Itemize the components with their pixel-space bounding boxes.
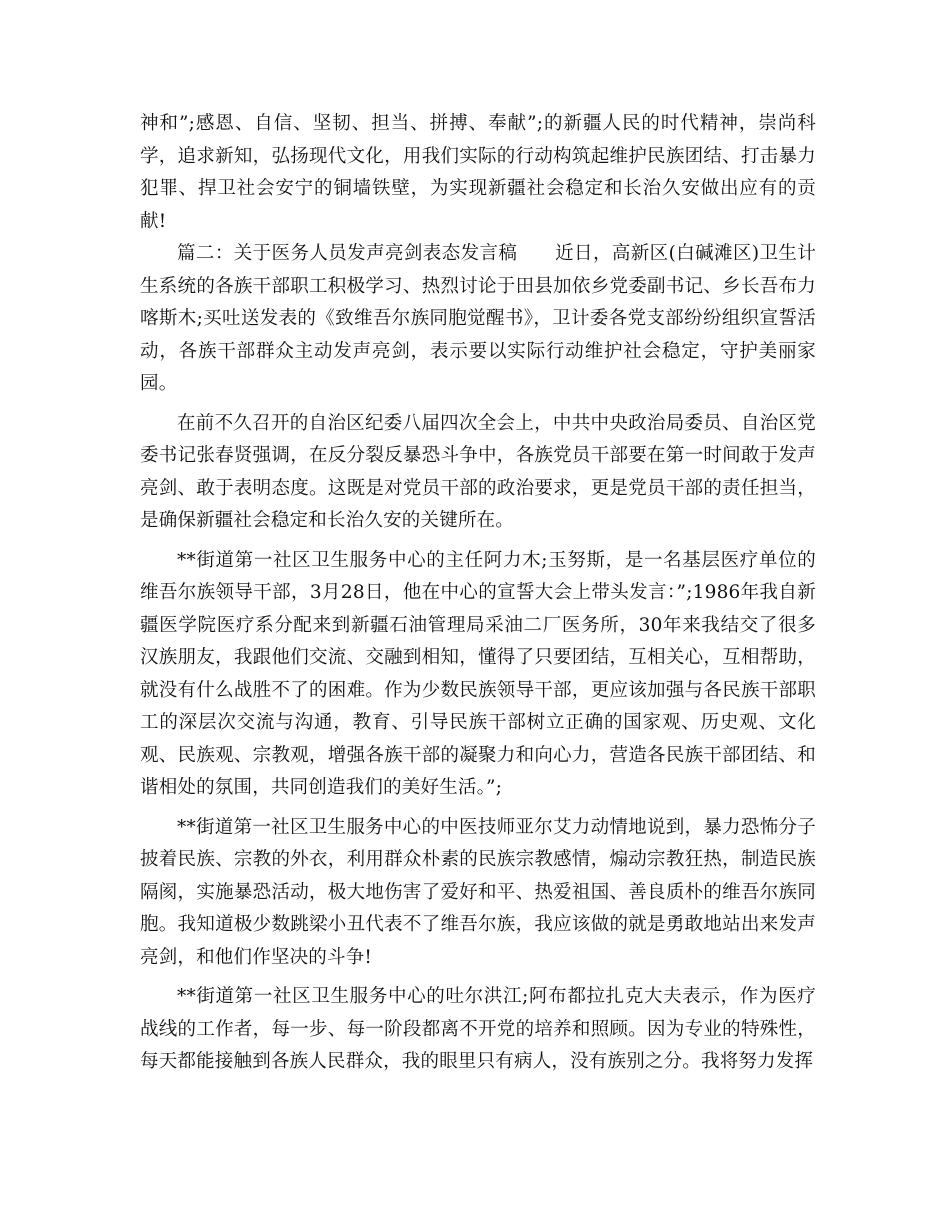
paragraph-technician-statement: **街道第一社区卫生服务中心的中医技师亚尔艾力动情地说到，暴力恐怖分子披着民族、宗教的外衣，利用群众朴素的民族宗教感情，煽动宗教狂热，制造民族隔阂，实施暴恐活动，极大地伤害了爱好和平、热爱祖国、善良质朴的维吾尔族同胞。我知道极少数跳梁小丑代表不了维吾尔族，我应该做的就是勇敢地站出来发声亮剑，和他们作坚决的斗争!	[140, 816, 816, 968]
paragraph-continuation: 神和”;感恩、自信、坚韧、担当、拼搏、奉献”;的新疆人民的时代精神，崇尚科学，追求新知，弘扬现代文化，用我们实际的行动构筑起维护民族团结、打击暴力犯罪、捍卫社会安宁的铜墙铁壁，为实现新疆社会稳定和长治久安做出应有的贡献!	[140, 113, 816, 232]
paragraph-doctor-statement: **街道第一社区卫生服务中心的吐尔洪江;阿布都拉扎克大夫表示，作为医疗战线的工作者，每一步、每一阶段都离不开党的培养和照顾。因为专业的特殊性，每天都能接触到各族人民群众，我的眼里只有病人，没有族别之分。我将努力发挥	[140, 986, 816, 1072]
paragraph-article-two-intro: 篇二：关于医务人员发声亮剑表态发言稿 近日，高新区(白碱滩区)卫生计生系统的各族干部职工积极学习、热烈讨论于田县加依乡党委副书记、乡长吾布力喀斯木;买吐送发表的《致维吾尔族同胞觉醒书》，卫计委各党支部纷纷组织宣誓活动，各族干部群众主动发声亮剑，表示要以实际行动维护社会稳定，守护美丽家园。	[140, 243, 816, 394]
paragraph-director-speech: **街道第一社区卫生服务中心的主任阿力木;玉努斯，是一名基层医疗单位的维吾尔族领导干部，3月28日，他在中心的宣誓大会上带头发言：”;1986年我自新疆医学院医疗系分配来到新疆石油管理局采油二厂医务所，30年来我结交了很多汉族朋友，我跟他们交流、交融到相知，懂得了只要团结，互相关心，互相帮助，就没有什么战胜不了的困难。作为少数民族领导干部，更应该加强与各民族干部职工的深层次交流与沟通，教育、引导民族干部树立正确的国家观、历史观、文化观、民族观、宗教观，增强各族干部的凝聚力和向心力，营造各民族干部团结、和谐相处的氛围，共同创造我们的美好生活。”;	[140, 549, 816, 798]
document-body	[140, 108, 816, 1079]
paragraph-plenary-session: 在前不久召开的自治区纪委八届四次全会上，中共中央政治局委员、自治区党委书记张春贤强调，在反分裂反暴恐斗争中，各族党员干部要在第一时间敢于发声亮剑、敢于表明态度。这既是对党员干部的政治要求，更是党员干部的责任担当，是确保新疆社会稳定和长治久安的关键所在。	[140, 412, 816, 531]
